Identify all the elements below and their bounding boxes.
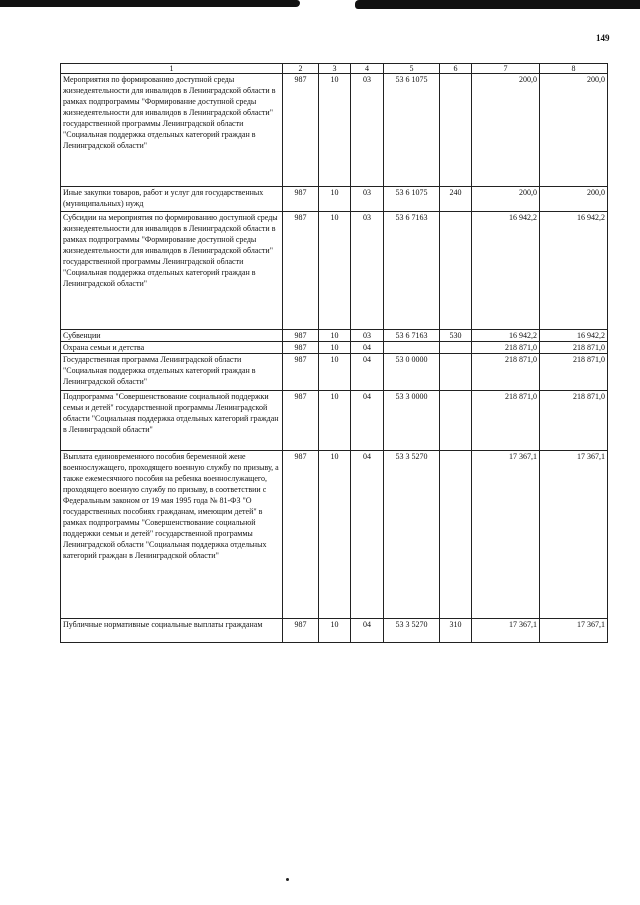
cell-expense-type (440, 391, 472, 451)
cell-amount-col8: 200,0 (540, 187, 608, 212)
cell-expense-type (440, 342, 472, 354)
cell-target-code: 53 6 7163 (384, 330, 440, 342)
cell-amount-col8: 16 942,2 (540, 212, 608, 330)
cell-subsection: 04 (351, 391, 384, 451)
cell-amount-col8: 17 367,1 (540, 451, 608, 619)
cell-amount-col8: 17 367,1 (540, 619, 608, 643)
page-number: 149 (596, 33, 610, 43)
cell-section: 10 (319, 330, 351, 342)
cell-amount-col7: 16 942,2 (472, 212, 540, 330)
row-name: Охрана семьи и детства (61, 342, 283, 354)
row-name: Подпрограмма "Совершенствование социальной поддержки семьи и детей" государственной программы Ленинградской области "Социальная поддержка отдельных категорий граждан в Ленинградской области" (61, 391, 283, 451)
cell-target-code: 53 3 5270 (384, 619, 440, 643)
col-header: 4 (351, 64, 384, 74)
cell-section: 10 (319, 212, 351, 330)
table-row (61, 330, 608, 342)
cell-subsection: 04 (351, 619, 384, 643)
col-header: 6 (440, 64, 472, 74)
table-row (61, 451, 608, 619)
col-header: 5 (384, 64, 440, 74)
cell-section: 10 (319, 74, 351, 187)
col-header: 3 (319, 64, 351, 74)
scan-dot-mark (286, 878, 289, 881)
scan-edge-bar-right (355, 0, 640, 9)
cell-section: 10 (319, 187, 351, 212)
cell-ministry-code: 987 (283, 212, 319, 330)
budget-table (60, 63, 608, 643)
header-row (61, 64, 608, 74)
cell-section: 10 (319, 451, 351, 619)
cell-amount-col7: 218 871,0 (472, 391, 540, 451)
cell-section: 10 (319, 342, 351, 354)
cell-expense-type (440, 354, 472, 391)
cell-subsection: 03 (351, 187, 384, 212)
cell-amount-col7: 17 367,1 (472, 619, 540, 643)
row-name: Субсидии на мероприятия по формированию доступной среды жизнедеятельности для инвалидов в Ленинградской области в рамках подпрограммы "Формирование доступной среды жизнедеятельности для инвалидов в Ленинградской области" государственной программы Ленинградской области "Социальная поддержка отдельных категорий граждан в Ленинградской области" (61, 212, 283, 330)
cell-section: 10 (319, 354, 351, 391)
cell-target-code: 53 0 0000 (384, 354, 440, 391)
row-name: Государственная программа Ленинградской области "Социальная поддержка отдельных категорий граждан в Ленинградской области" (61, 354, 283, 391)
cell-amount-col8: 218 871,0 (540, 391, 608, 451)
cell-expense-type: 310 (440, 619, 472, 643)
cell-expense-type (440, 212, 472, 330)
table-row (61, 342, 608, 354)
cell-ministry-code: 987 (283, 391, 319, 451)
cell-subsection: 03 (351, 74, 384, 187)
cell-amount-col7: 200,0 (472, 74, 540, 187)
table-row (61, 187, 608, 212)
row-name: Публичные нормативные социальные выплаты гражданам (61, 619, 283, 643)
table-row (61, 212, 608, 330)
cell-subsection: 03 (351, 330, 384, 342)
table-row (61, 619, 608, 643)
cell-amount-col8: 200,0 (540, 74, 608, 187)
cell-ministry-code: 987 (283, 619, 319, 643)
cell-subsection: 03 (351, 212, 384, 330)
cell-target-code (384, 342, 440, 354)
row-name: Субвенции (61, 330, 283, 342)
row-name: Мероприятия по формированию доступной среды жизнедеятельности для инвалидов в Ленинградской области в рамках подпрограммы "Формирование доступной среды жизнедеятельности для инвалидов в Ленинградской области" государственной программы Ленинградской области "Социальная поддержка отдельных категорий граждан в Ленинградской области" (61, 74, 283, 187)
cell-ministry-code: 987 (283, 74, 319, 187)
row-name: Выплата единовременного пособия беременной жене военнослужащего, проходящего военную службу по призыву, а также ежемесячного пособия на ребенка военнослужащего, проходящего военную службу по призыву, в соответствии с Федеральным законом от 19 мая 1995 года № 81-ФЗ "О государственных пособиях гражданам, имеющим детей" в рамках подпрограммы "Совершенствование социальной поддержки семьи и детей" государственной программы Ленинградской области "Социальная поддержка отдельных категорий граждан в Ленинградской области" (61, 451, 283, 619)
cell-ministry-code: 987 (283, 451, 319, 619)
col-header: 2 (283, 64, 319, 74)
cell-section: 10 (319, 619, 351, 643)
cell-section: 10 (319, 391, 351, 451)
cell-amount-col8: 218 871,0 (540, 354, 608, 391)
cell-target-code: 53 3 0000 (384, 391, 440, 451)
cell-ministry-code: 987 (283, 354, 319, 391)
table-row (61, 354, 608, 391)
cell-target-code: 53 6 7163 (384, 212, 440, 330)
cell-expense-type (440, 451, 472, 619)
table-row (61, 74, 608, 187)
cell-amount-col7: 218 871,0 (472, 354, 540, 391)
cell-subsection: 04 (351, 451, 384, 619)
cell-ministry-code: 987 (283, 330, 319, 342)
col-header: 1 (61, 64, 283, 74)
cell-expense-type (440, 74, 472, 187)
table-row (61, 391, 608, 451)
cell-amount-col7: 218 871,0 (472, 342, 540, 354)
cell-amount-col7: 200,0 (472, 187, 540, 212)
cell-amount-col8: 218 871,0 (540, 342, 608, 354)
cell-expense-type: 530 (440, 330, 472, 342)
cell-ministry-code: 987 (283, 342, 319, 354)
cell-target-code: 53 6 1075 (384, 187, 440, 212)
cell-target-code: 53 6 1075 (384, 74, 440, 187)
cell-target-code: 53 3 5270 (384, 451, 440, 619)
cell-subsection: 04 (351, 354, 384, 391)
cell-ministry-code: 987 (283, 187, 319, 212)
row-name: Иные закупки товаров, работ и услуг для государственных (муниципальных) нужд (61, 187, 283, 212)
col-header: 8 (540, 64, 608, 74)
cell-amount-col7: 16 942,2 (472, 330, 540, 342)
cell-amount-col7: 17 367,1 (472, 451, 540, 619)
col-header: 7 (472, 64, 540, 74)
cell-expense-type: 240 (440, 187, 472, 212)
cell-amount-col8: 16 942,2 (540, 330, 608, 342)
scan-edge-bar-left (0, 0, 300, 7)
cell-subsection: 04 (351, 342, 384, 354)
